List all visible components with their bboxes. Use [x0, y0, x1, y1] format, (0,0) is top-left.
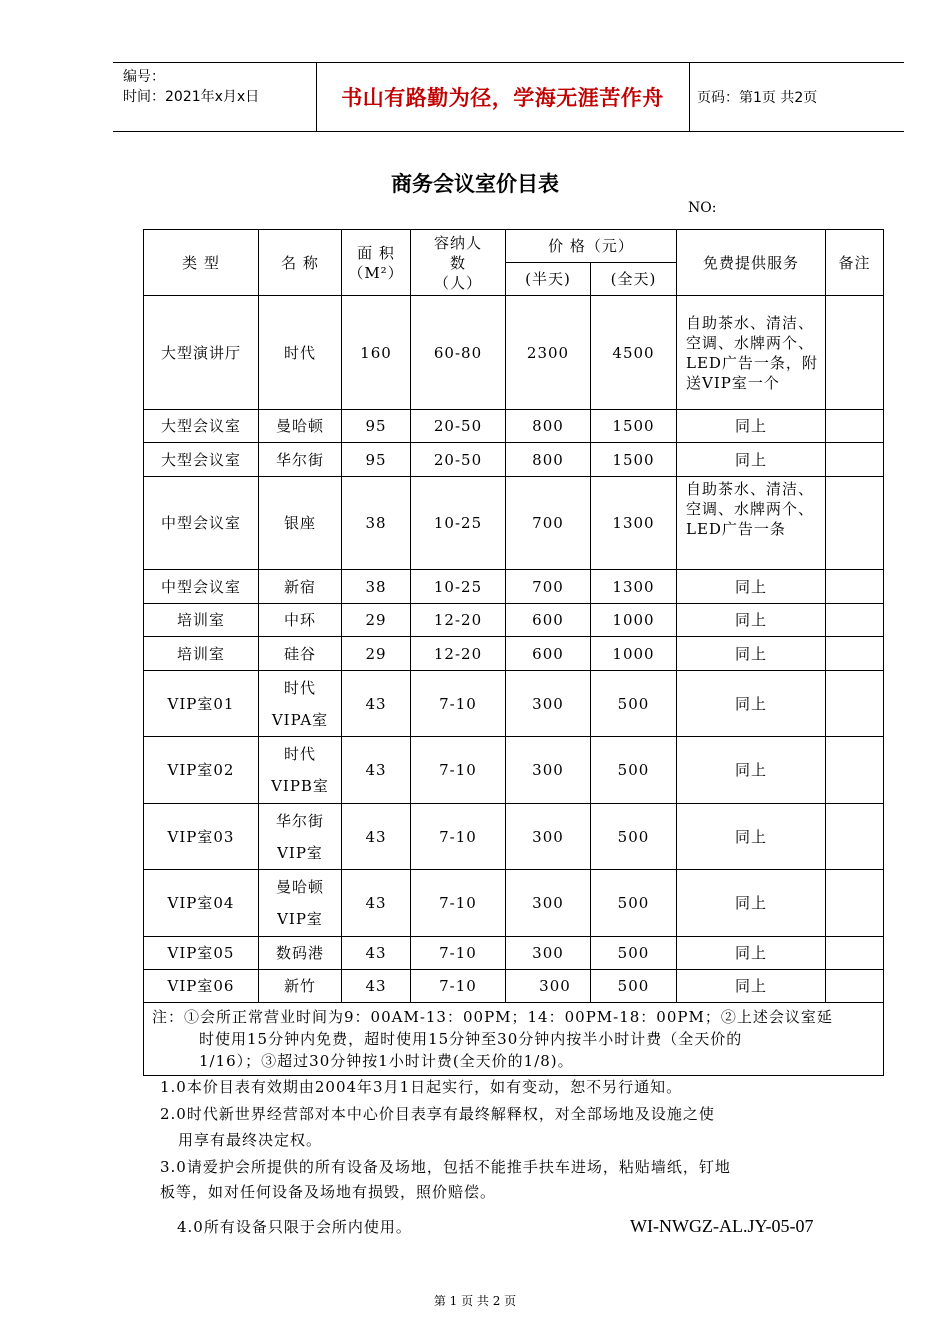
header-half-day: (半天) — [506, 263, 591, 296]
cell-service: 自助茶水、清洁、空调、水牌两个、LED广告一条 — [677, 477, 826, 570]
cell-remark — [826, 296, 884, 410]
cell-remark — [826, 443, 884, 477]
table-row — [144, 443, 884, 477]
cell-remark — [826, 870, 884, 937]
cell-half-price: 700 — [506, 477, 591, 570]
cell-remark — [826, 410, 884, 443]
cell-name-line: 曼哈顿 — [275, 878, 324, 896]
cell-name: 新宿 — [259, 570, 342, 604]
cell-remark — [826, 477, 884, 570]
note-line: 时使用15分钟内免费，超时使用15分钟至30分钟内按半小时计费（全天价的 — [199, 1030, 743, 1048]
header-divider — [689, 63, 690, 131]
table-row — [144, 737, 884, 804]
cell-service: 自助茶水、清洁、空调、水牌两个、LED广告一条，附送VIP室一个 — [677, 296, 826, 410]
cell-service: 同上 — [677, 671, 826, 737]
rule-3: 3.0请爱护会所提供的所有设备及场地，包括不能推手扶车进场，粘贴墙纸，钉地 — [160, 1158, 731, 1176]
page-footer: 第 1 页 共 2 页 — [433, 1294, 517, 1308]
cell-capacity: 20-50 — [411, 443, 506, 477]
cell-name: 硅谷 — [259, 637, 342, 671]
cell-name: 时代 — [259, 296, 342, 410]
cell-capacity: 20-50 — [411, 410, 506, 443]
header-meta — [123, 67, 259, 107]
header-remark: 备注 — [826, 230, 884, 296]
cell-half-price: 600 — [506, 637, 591, 671]
table-row — [144, 570, 884, 604]
cell-area: 95 — [342, 410, 411, 443]
table-header-row — [144, 230, 884, 263]
cell-full-price: 1300 — [591, 477, 677, 570]
cell-type: VIP室01 — [144, 671, 259, 737]
cell-capacity: 7-10 — [411, 970, 506, 1003]
cell-half-price: 300 — [506, 970, 591, 1003]
header-service: 免费提供服务 — [677, 230, 826, 296]
cell-name: 曼哈顿 — [259, 410, 342, 443]
cell-name — [259, 671, 342, 737]
cell-full-price: 1500 — [591, 443, 677, 477]
rule-2-cont: 用享有最终决定权。 — [178, 1131, 323, 1149]
cell-type: 培训室 — [144, 604, 259, 637]
header-area — [342, 230, 411, 296]
header-type: 类 型 — [144, 230, 259, 296]
cell-full-price: 500 — [591, 737, 677, 804]
cell-full-price: 1000 — [591, 637, 677, 671]
cell-capacity: 12-20 — [411, 637, 506, 671]
cell-full-price: 500 — [591, 970, 677, 1003]
cell-type: 大型会议室 — [144, 410, 259, 443]
rule-4: 4.0所有设备只限于会所内使用。 — [177, 1218, 412, 1236]
cell-type: VIP室02 — [144, 737, 259, 804]
cell-service: 同上 — [677, 410, 826, 443]
header-capacity-line: 容纳人 — [433, 233, 482, 252]
cell-full-price: 1000 — [591, 604, 677, 637]
rule-3-cont: 板等，如对任何设备及场地有损毁，照价赔偿。 — [160, 1183, 497, 1201]
table-note — [144, 1003, 884, 1076]
cell-service: 同上 — [677, 737, 826, 804]
cell-name — [259, 737, 342, 804]
cell-area: 43 — [342, 804, 411, 870]
note-line: 注：①会所正常营业时间为9：00AM-13：00PM；14：00PM-18：00PM；②上述会议室延 — [152, 1008, 833, 1026]
cell-half-price: 300 — [506, 804, 591, 870]
cell-remark — [826, 604, 884, 637]
cell-remark — [826, 737, 884, 804]
cell-service: 同上 — [677, 637, 826, 671]
cell-area: 43 — [342, 870, 411, 937]
cell-full-price: 500 — [591, 870, 677, 937]
cell-name-line: VIPA室 — [271, 710, 329, 729]
cell-full-price: 1500 — [591, 410, 677, 443]
cell-area: 29 — [342, 604, 411, 637]
cell-service: 同上 — [677, 870, 826, 937]
cell-area: 38 — [342, 570, 411, 604]
cell-name: 银座 — [259, 477, 342, 570]
header-area-unit: （M²） — [348, 263, 404, 282]
table-row — [144, 937, 884, 970]
header-page-info: 页码：第1页 共2页 — [697, 90, 818, 106]
cell-area: 43 — [342, 737, 411, 804]
doc-number-label: 编号： — [123, 69, 165, 85]
cell-area: 43 — [342, 671, 411, 737]
cell-type: VIP室05 — [144, 937, 259, 970]
cell-capacity: 7-10 — [411, 804, 506, 870]
header-capacity — [411, 230, 506, 296]
cell-type: 中型会议室 — [144, 570, 259, 604]
cell-full-price: 1300 — [591, 570, 677, 604]
cell-area: 29 — [342, 637, 411, 671]
cell-full-price: 4500 — [591, 296, 677, 410]
cell-half-price: 2300 — [506, 296, 591, 410]
header-capacity-line: 数 — [449, 253, 466, 272]
cell-full-price: 500 — [591, 937, 677, 970]
no-label: NO: — [688, 200, 717, 216]
rule-1: 1.0本价目表有效期由2004年3月1日起实行，如有变动，恕不另行通知。 — [160, 1078, 683, 1096]
cell-capacity: 7-10 — [411, 937, 506, 970]
cell-service: 同上 — [677, 804, 826, 870]
cell-name-line: VIPB室 — [271, 777, 329, 795]
cell-name: 华尔街 — [259, 443, 342, 477]
table-row — [144, 410, 884, 443]
cell-half-price: 800 — [506, 410, 591, 443]
cell-half-price: 600 — [506, 604, 591, 637]
cell-capacity: 10-25 — [411, 570, 506, 604]
cell-half-price: 800 — [506, 443, 591, 477]
cell-capacity: 7-10 — [411, 671, 506, 737]
cell-half-price: 300 — [506, 937, 591, 970]
cell-area: 43 — [342, 937, 411, 970]
cell-name-line: VIP室 — [277, 843, 323, 862]
doc-time-label: 时间：2021年x月x日 — [123, 89, 260, 105]
cell-service: 同上 — [677, 604, 826, 637]
cell-name-line: VIP室 — [277, 910, 323, 928]
cell-capacity: 60-80 — [411, 296, 506, 410]
cell-service: 同上 — [677, 970, 826, 1003]
cell-half-price: 300 — [506, 737, 591, 804]
table-row — [144, 870, 884, 937]
header-price: 价 格（元） — [506, 230, 677, 263]
cell-remark — [826, 570, 884, 604]
cell-service: 同上 — [677, 570, 826, 604]
cell-service: 同上 — [677, 443, 826, 477]
cell-type: VIP室06 — [144, 970, 259, 1003]
note-line: 1/16）；③超过30分钟按1小时计费(全天价的1/8)。 — [199, 1052, 574, 1070]
cell-remark — [826, 671, 884, 737]
table-row — [144, 296, 884, 410]
cell-full-price: 500 — [591, 671, 677, 737]
page-header — [113, 62, 904, 132]
rule-2: 2.0时代新世界经营部对本中心价目表享有最终解释权，对全部场地及设施之使 — [160, 1105, 715, 1123]
cell-type: VIP室03 — [144, 804, 259, 870]
table-row — [144, 671, 884, 737]
table-row — [144, 804, 884, 870]
cell-half-price: 700 — [506, 570, 591, 604]
cell-capacity: 7-10 — [411, 870, 506, 937]
cell-area: 43 — [342, 970, 411, 1003]
cell-name — [259, 804, 342, 870]
cell-remark — [826, 637, 884, 671]
cell-half-price: 300 — [506, 671, 591, 737]
cell-name: 中环 — [259, 604, 342, 637]
table-row — [144, 604, 884, 637]
table-row — [144, 637, 884, 671]
cell-remark — [826, 937, 884, 970]
header-capacity-line: （人） — [433, 273, 482, 292]
cell-capacity: 10-25 — [411, 477, 506, 570]
cell-capacity: 12-20 — [411, 604, 506, 637]
cell-half-price: 300 — [506, 870, 591, 937]
price-table — [143, 229, 884, 1076]
cell-name: 数码港 — [259, 937, 342, 970]
cell-area: 160 — [342, 296, 411, 410]
cell-full-price: 500 — [591, 804, 677, 870]
header-area-label: 面 积 — [357, 243, 395, 262]
table-row — [144, 477, 884, 570]
cell-name — [259, 870, 342, 937]
cell-name: 新竹 — [259, 970, 342, 1003]
header-name: 名 称 — [259, 230, 342, 296]
cell-type: VIP室04 — [144, 870, 259, 937]
cell-type: 大型会议室 — [144, 443, 259, 477]
cell-name-line: 时代 — [283, 678, 316, 697]
cell-name-line: 时代 — [283, 745, 316, 763]
cell-type: 中型会议室 — [144, 477, 259, 570]
cell-name-line: 华尔街 — [275, 811, 324, 830]
header-full-day: (全天) — [591, 263, 677, 296]
cell-remark — [826, 970, 884, 1003]
cell-area: 38 — [342, 477, 411, 570]
cell-type: 大型演讲厅 — [144, 296, 259, 410]
cell-area: 95 — [342, 443, 411, 477]
cell-capacity: 7-10 — [411, 737, 506, 804]
header-motto: 书山有路勤为径，学海无涯苦作舟 — [341, 86, 664, 110]
table-row — [144, 970, 884, 1003]
page-title: 商务会议室价目表 — [391, 172, 559, 196]
table-note-row — [144, 1003, 884, 1076]
cell-remark — [826, 804, 884, 870]
cell-service: 同上 — [677, 937, 826, 970]
document-code: WI-NWGZ-AL.JY-05-07 — [630, 1216, 814, 1236]
cell-type: 培训室 — [144, 637, 259, 671]
